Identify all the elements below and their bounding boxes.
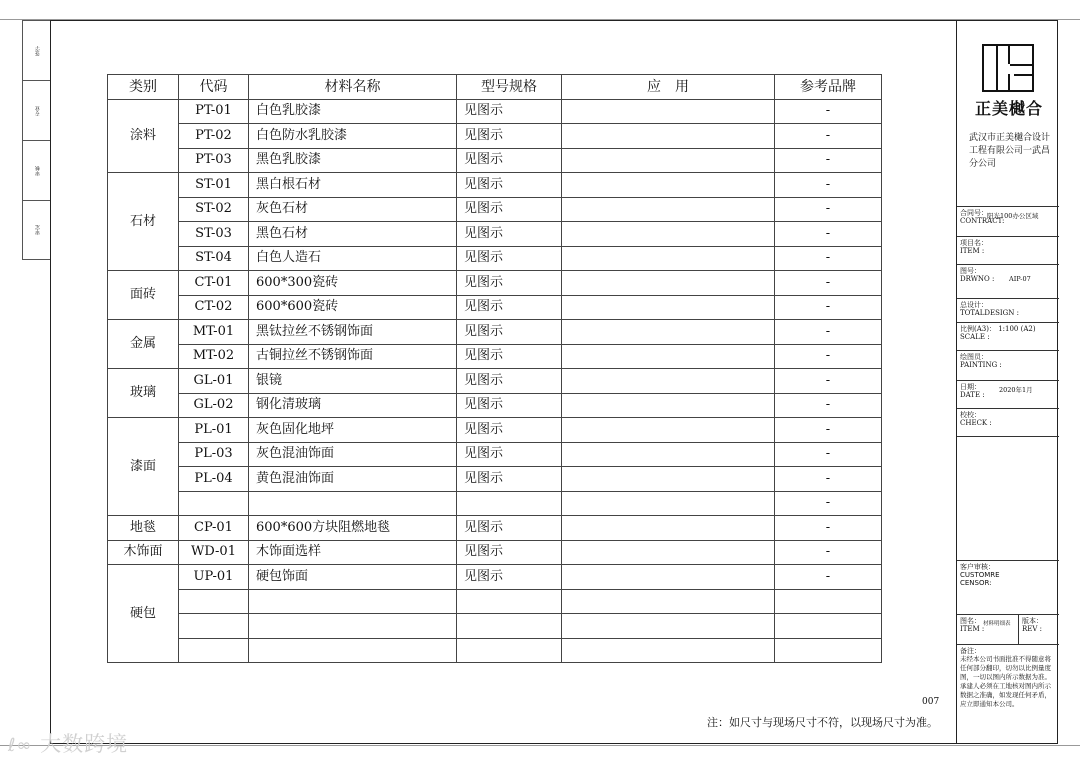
table-row (108, 246, 882, 271)
design-label-en: TOTALDESIGN : (960, 309, 1019, 317)
code-cell: PT-03 (179, 148, 249, 173)
header-code: 代码 (179, 75, 249, 100)
watermark-icon: ℓ∞ (8, 735, 33, 756)
application-cell (562, 540, 775, 565)
table-row (108, 99, 882, 124)
code-cell: ST-04 (179, 246, 249, 271)
watermark (8, 728, 128, 758)
application-cell (562, 516, 775, 541)
category-cell: 涂料 (108, 99, 179, 173)
scale-row (957, 322, 1059, 350)
code-cell: MT-01 (179, 320, 249, 345)
brand-cell: - (775, 516, 882, 541)
application-cell (562, 124, 775, 149)
material-name-cell: 白色防水乳胶漆 (249, 124, 457, 149)
table-row (108, 467, 882, 492)
brand-cell: - (775, 442, 882, 467)
spec-cell (457, 589, 562, 614)
table-row (108, 295, 882, 320)
brand-cell: - (775, 99, 882, 124)
customer-label: 客户审核： (960, 563, 995, 571)
material-name-cell (249, 638, 457, 663)
version-label-en: REV : (1022, 625, 1043, 633)
contract-label-en: CONTRACT: (960, 217, 1005, 225)
scale-label-en: SCALE : (960, 333, 990, 341)
application-cell (562, 344, 775, 369)
code-cell: CT-02 (179, 295, 249, 320)
check-label: 校校： (960, 411, 981, 419)
table-row (108, 222, 882, 247)
code-cell (179, 589, 249, 614)
material-name-cell: 灰色石材 (249, 197, 457, 222)
date-value: 2020年1月 (999, 386, 1033, 394)
spec-cell: 见图示 (457, 369, 562, 394)
header-brand: 参考品牌 (775, 75, 882, 100)
brand-cell: - (775, 369, 882, 394)
spec-cell (457, 638, 562, 663)
application-cell (562, 173, 775, 198)
header-category: 类别 (108, 75, 179, 100)
code-cell: ST-01 (179, 173, 249, 198)
customer-censor-row (957, 560, 1059, 614)
material-name-cell: 白色人造石 (249, 246, 457, 271)
application-cell (562, 467, 775, 492)
application-cell (562, 320, 775, 345)
watermark-text: 大数跨境 (40, 732, 129, 756)
brand-cell: - (775, 124, 882, 149)
brand-cell: - (775, 222, 882, 247)
category-cell: 漆面 (108, 418, 179, 516)
remark-row (957, 644, 1059, 744)
spec-cell: 见图示 (457, 148, 562, 173)
spec-cell: 见图示 (457, 320, 562, 345)
material-name-cell: 黑色石材 (249, 222, 457, 247)
material-name-cell: 黑白根石材 (249, 173, 457, 198)
code-cell: MT-02 (179, 344, 249, 369)
spec-cell: 见图示 (457, 173, 562, 198)
scale-label: 比例(A3)： 1:100 (A2) (960, 325, 1036, 333)
table-row (108, 393, 882, 418)
design-label: 总设计： (960, 301, 988, 309)
code-cell: PL-03 (179, 442, 249, 467)
brand-cell: - (775, 295, 882, 320)
spec-cell: 见图示 (457, 516, 562, 541)
table-row (108, 565, 882, 590)
brand-cell: - (775, 246, 882, 271)
material-name-cell: 黑色乳胶漆 (249, 148, 457, 173)
version-row (1019, 614, 1059, 644)
brand-cell: - (775, 565, 882, 590)
application-cell (562, 614, 775, 639)
header-material-name: 材料名称 (249, 75, 457, 100)
material-name-cell: 古铜拉丝不锈钢饰面 (249, 344, 457, 369)
material-name-cell: 黑钛拉丝不锈钢饰面 (249, 320, 457, 345)
table-row (108, 491, 882, 516)
materials-table (107, 74, 882, 663)
blank-row (957, 436, 1059, 560)
customer-label-en1: CUSTOMRE (960, 571, 1000, 579)
material-name-cell: 黄色混油饰面 (249, 467, 457, 492)
brand-cell: - (775, 197, 882, 222)
sheet-edge-bottom (0, 745, 1080, 746)
table-row (108, 148, 882, 173)
header-application: 应 用 (562, 75, 775, 100)
strip-cell: 审核 (23, 141, 51, 201)
application-cell (562, 565, 775, 590)
spec-cell: 见图示 (457, 222, 562, 247)
material-name-cell: 银镜 (249, 369, 457, 394)
code-cell: CT-01 (179, 271, 249, 296)
spec-cell: 见图示 (457, 271, 562, 296)
drawing-title-row (957, 614, 1019, 644)
brand-cell: - (775, 393, 882, 418)
material-name-cell: 600*600瓷砖 (249, 295, 457, 320)
code-cell: WD-01 (179, 540, 249, 565)
brand-cell (775, 589, 882, 614)
check-label-en: CHECK : (960, 419, 992, 427)
brand-cell: - (775, 540, 882, 565)
code-cell: PT-01 (179, 99, 249, 124)
material-name-cell: 白色乳胶漆 (249, 99, 457, 124)
painting-label: 绘图员： (960, 353, 988, 361)
spec-cell: 见图示 (457, 124, 562, 149)
application-cell (562, 271, 775, 296)
spec-cell: 见图示 (457, 442, 562, 467)
category-cell: 金属 (108, 320, 179, 369)
code-cell: PT-02 (179, 124, 249, 149)
brand-cell: - (775, 148, 882, 173)
material-name-cell: 灰色混油饰面 (249, 442, 457, 467)
application-cell (562, 393, 775, 418)
customer-label-en2: CENSOR: (960, 579, 992, 587)
date-label: 日期： (960, 383, 981, 391)
drawing-no-value: AIP-07 (1009, 275, 1031, 283)
category-cell: 石材 (108, 173, 179, 271)
table-row (108, 589, 882, 614)
material-name-cell: 木饰面选样 (249, 540, 457, 565)
spec-cell (457, 614, 562, 639)
application-cell (562, 638, 775, 663)
date-label-en: DATE : (960, 391, 985, 399)
code-cell: ST-02 (179, 197, 249, 222)
brand-cell (775, 638, 882, 663)
application-cell (562, 589, 775, 614)
drawing-title-value: 材料明细表 (983, 621, 1011, 627)
company-short-name: 正美樾合 (975, 99, 1044, 118)
page-number: 007 (922, 697, 940, 707)
version-label: 版本： (1022, 617, 1043, 625)
strip-cell: 签字 (23, 21, 51, 81)
application-cell (562, 442, 775, 467)
table-row (108, 369, 882, 394)
spec-cell: 见图示 (457, 540, 562, 565)
spec-cell: 见图示 (457, 246, 562, 271)
category-cell: 面砖 (108, 271, 179, 320)
code-cell: PL-01 (179, 418, 249, 443)
table-row (108, 271, 882, 296)
title-block (956, 20, 1058, 744)
painting-label-en: PAINTING : (960, 361, 1002, 369)
category-cell: 玻璃 (108, 369, 179, 418)
table-row (108, 173, 882, 198)
date-row (957, 380, 1059, 408)
table-row (108, 442, 882, 467)
table-row (108, 197, 882, 222)
strip-cell: 专业 (23, 81, 51, 141)
material-name-cell: 钢化清玻璃 (249, 393, 457, 418)
spec-cell: 见图示 (457, 295, 562, 320)
spec-cell: 见图示 (457, 197, 562, 222)
material-name-cell: 灰色固化地坪 (249, 418, 457, 443)
check-row (957, 408, 1059, 436)
code-cell: UP-01 (179, 565, 249, 590)
code-cell: GL-01 (179, 369, 249, 394)
application-cell (562, 246, 775, 271)
spec-cell: 见图示 (457, 418, 562, 443)
table-row (108, 638, 882, 663)
application-cell (562, 295, 775, 320)
brand-cell: - (775, 491, 882, 516)
spec-cell: 见图示 (457, 344, 562, 369)
table-row (108, 124, 882, 149)
category-cell: 地毯 (108, 516, 179, 541)
table-row (108, 344, 882, 369)
material-name-cell (249, 589, 457, 614)
item-label-en: ITEM : (960, 247, 985, 255)
remark-text: 未经本公司书面批准不得随意将任何部分翻印，切勿以比例量度图，一切以图内所示数据为准。承建人必须在工地核对图内所示数据之准确，如发现任何矛盾，应立即通知本公司。 (960, 655, 1051, 708)
contract-value: 阳光100办公区域 (987, 212, 1039, 220)
brand-cell: - (775, 173, 882, 198)
contract-label: 合同号： (960, 209, 988, 217)
brand-cell: - (775, 467, 882, 492)
table-row (108, 320, 882, 345)
painting-row (957, 350, 1059, 378)
footnote: 注：如尺寸与现场尺寸不符，以现场尺寸为准。 (707, 716, 938, 729)
drawing-title-label-en: ITEM : (960, 625, 985, 633)
table-header-row (108, 75, 882, 100)
spec-cell: 见图示 (457, 565, 562, 590)
brand-cell: - (775, 271, 882, 296)
header-spec: 型号规格 (457, 75, 562, 100)
table-row (108, 540, 882, 565)
application-cell (562, 491, 775, 516)
application-cell (562, 369, 775, 394)
strip-cell: 审定 (34, 225, 41, 235)
brand-cell (775, 614, 882, 639)
material-name-cell: 600*600方块阻燃地毯 (249, 516, 457, 541)
spec-cell: 见图示 (457, 467, 562, 492)
drawing-no-label: 图号： (960, 267, 981, 275)
signature-strip (22, 20, 50, 260)
drawing-title-label: 图名： (960, 617, 981, 625)
company-logo (982, 44, 1034, 92)
drawing-no-row (957, 264, 1059, 292)
table-row (108, 516, 882, 541)
item-label: 项目名： (960, 239, 988, 247)
application-cell (562, 197, 775, 222)
item-row (957, 236, 1059, 264)
application-cell (562, 99, 775, 124)
code-cell (179, 614, 249, 639)
spec-cell (457, 491, 562, 516)
materials-table-body (108, 99, 882, 663)
contract-row (957, 206, 1059, 236)
company-full-name: 武汉市正美樾合设计工程有限公司一武昌分公司 (969, 133, 1051, 169)
code-cell: GL-02 (179, 393, 249, 418)
code-cell: CP-01 (179, 516, 249, 541)
category-cell: 木饰面 (108, 540, 179, 565)
application-cell (562, 148, 775, 173)
spec-cell: 见图示 (457, 99, 562, 124)
material-name-cell: 600*300瓷砖 (249, 271, 457, 296)
material-name-cell (249, 491, 457, 516)
category-cell: 硬包 (108, 565, 179, 663)
brand-cell: - (775, 344, 882, 369)
application-cell (562, 222, 775, 247)
design-row (957, 298, 1059, 322)
application-cell (562, 418, 775, 443)
remark-label: 备注： (960, 647, 981, 655)
code-cell: PL-04 (179, 467, 249, 492)
material-name-cell (249, 614, 457, 639)
spec-cell: 见图示 (457, 393, 562, 418)
table-row (108, 418, 882, 443)
brand-cell: - (775, 320, 882, 345)
code-cell: ST-03 (179, 222, 249, 247)
drawing-no-label-en: DRWNO : (960, 275, 995, 283)
brand-cell: - (775, 418, 882, 443)
table-row (108, 614, 882, 639)
code-cell (179, 638, 249, 663)
material-name-cell: 硬包饰面 (249, 565, 457, 590)
code-cell (179, 491, 249, 516)
